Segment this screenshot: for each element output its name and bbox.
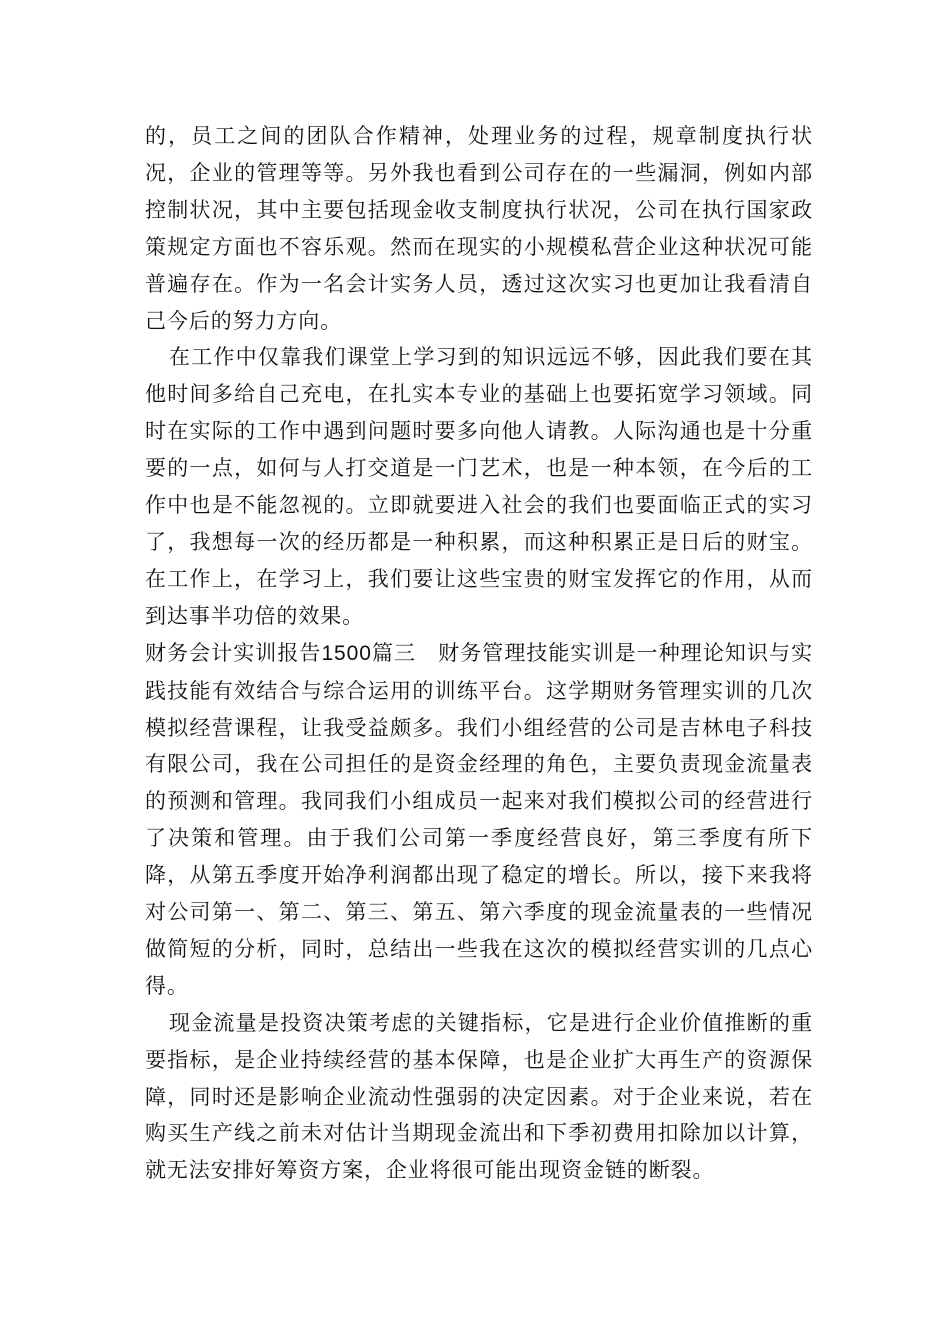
paragraph-report-three [145, 635, 813, 1005]
paragraph-continued: 的，员工之间的团队合作精神，处理业务的过程，规章制度执行状况，企业的管理等等。另外我也看到公司存在的一些漏洞，例如内部控制状况，其中主要包括现金收支制度执行状况，公司在执行国家政策规定方面也不容乐观。然而在现实的小规模私营企业这种状况可能普遍存在。作为一名会计实务人员，透过这次实习也更加让我看清自己今后的努力方向。 [145, 124, 813, 333]
section-heading-number: 1500 [321, 641, 372, 665]
paragraph-cash-flow: 现金流量是投资决策考虑的关键指标，它是进行企业价值推断的重要指标，是企业持续经营的基本保障，也是企业扩大再生产的资源保障，同时还是影响企业流动性强弱的决定因素。对于企业来说，若在购买生产线之前未对估计当期现金流出和下季初费用扣除加以计算，就无法安排好筹资方案，企业将很可能出现资金链的断裂。 [145, 1010, 813, 1183]
section-gap [416, 641, 438, 665]
document-body [145, 118, 813, 1189]
paragraph-classroom-knowledge: 在工作中仅靠我们课堂上学习到的知识远远不够，因此我们要在其他时间多给自己充电，在扎实本专业的基础上也要拓宽学习领域。同时在实际的工作中遇到问题时要多向他人请教。人际沟通也是十分重要的一点，如何与人打交道是一门艺术，也是一种本领，在今后的工作中也是不能忽视的。立即就要进入社会的我们也要面临正式的实习了，我想每一次的经历都是一种积累，而这种积累正是日后的财宝。在工作上，在学习上，我们要让这些宝贵的财宝发挥它的作用，从而到达事半功倍的效果。 [145, 345, 813, 628]
section-heading-prefix: 财务会计实训报告 [145, 640, 322, 665]
section-heading-suffix: 篇三 [371, 640, 417, 665]
paragraph-report-three-text: 财务管理技能实训是一种理论知识与实践技能有效结合与综合运用的训练平台。这学期财务管理实训的几次模拟经营课程，让我受益颇多。我们小组经营的公司是吉林电子科技有限公司，我在公司担任的是资金经理的角色，主要负责现金流量表的预测和管理。我同我们小组成员一起来对我们模拟公司的经营进行了决策和管理。由于我们公司第一季度经营良好，第三季度有所下降，从第五季度开始净利润都出现了稳定的增长。所以，接下来我将对公司第一、第二、第三、第五、第六季度的现金流量表的一些情况做简短的分析，同时，总结出一些我在这次的模拟经营实训的几点心得。 [145, 640, 813, 998]
